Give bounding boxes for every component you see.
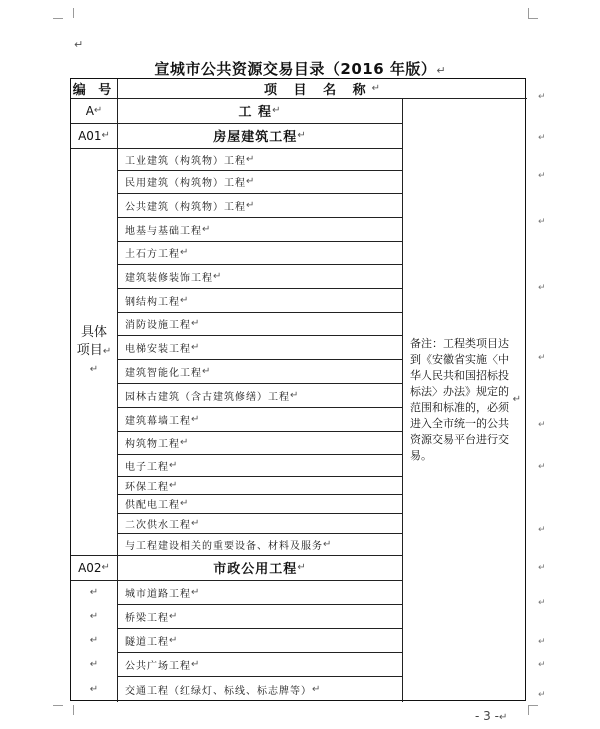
list-item-text: 消防设施工程 xyxy=(125,320,191,331)
list-item-text: 隧道工程 xyxy=(125,636,169,648)
paragraph-mark: ↵ xyxy=(538,462,546,472)
paragraph-mark: ↵ xyxy=(169,459,178,471)
list-item xyxy=(117,359,402,383)
paragraph-mark: ↵ xyxy=(89,364,99,375)
paragraph-mark: ↵ xyxy=(93,105,103,116)
paragraph-mark: ↵ xyxy=(538,133,546,143)
list-item xyxy=(117,431,402,454)
list-item xyxy=(117,676,402,702)
paragraph-mark: ↵ xyxy=(297,130,306,141)
paragraph-mark: ↵ xyxy=(74,38,84,51)
paragraph-mark: ↵ xyxy=(169,610,178,622)
list-item-text: 供配电工程 xyxy=(125,500,180,511)
paragraph-mark: ↵ xyxy=(191,413,200,425)
paragraph-mark: ↵ xyxy=(498,712,508,723)
paragraph-mark: ↵ xyxy=(89,634,99,646)
list-item xyxy=(117,513,402,533)
list-item xyxy=(117,217,402,241)
paragraph-mark: ↵ xyxy=(89,586,99,598)
list-item xyxy=(117,241,402,264)
empty-cell-mark xyxy=(71,628,117,652)
list-item xyxy=(117,476,402,494)
list-item-text: 电梯安装工程 xyxy=(125,343,191,355)
paragraph-mark: ↵ xyxy=(89,683,99,695)
list-item-text: 公共广场工程 xyxy=(125,660,191,672)
paragraph-mark: ↵ xyxy=(538,563,546,573)
paragraph-mark: ↵ xyxy=(538,283,546,293)
crop-mark xyxy=(53,18,63,19)
paragraph-mark: ↵ xyxy=(538,217,546,227)
document-title xyxy=(70,58,530,78)
paragraph-mark: ↵ xyxy=(538,598,546,608)
header-name xyxy=(117,79,527,98)
paragraph-mark: ↵ xyxy=(538,171,546,181)
paragraph-mark: ↵ xyxy=(202,223,211,235)
list-item-text: 构筑物工程 xyxy=(125,439,180,450)
crop-mark xyxy=(528,8,539,18)
group-label-text: 项目 xyxy=(76,343,103,358)
group-label-line xyxy=(77,342,111,361)
list-item xyxy=(117,264,402,288)
paragraph-mark: ↵ xyxy=(538,525,546,535)
paragraph-mark: ↵ xyxy=(169,479,178,491)
remark-note-text: 备注：工程类项目达到《安徽省实施〈中华人民共和国招标投标法〉办法》规定的范围和标准的，必须进入全市统一的公共资源交易平台进行交易。 xyxy=(410,337,509,462)
paragraph-mark: ↵ xyxy=(202,365,211,377)
paragraph-mark: ↵ xyxy=(538,637,546,647)
paragraph-mark: ↵ xyxy=(538,420,546,430)
paragraph-mark: ↵ xyxy=(102,346,112,357)
list-item-text: 土石方工程 xyxy=(125,249,180,260)
empty-cell-mark xyxy=(71,676,117,702)
header-code xyxy=(71,79,117,98)
empty-cell-mark xyxy=(71,652,117,676)
list-item xyxy=(117,604,402,628)
header-name-text: 项 目 名 称 xyxy=(264,83,372,98)
list-item xyxy=(117,533,402,555)
paragraph-mark: ↵ xyxy=(538,690,546,700)
paragraph-mark: ↵ xyxy=(191,658,200,670)
list-item-text: 电子工程 xyxy=(125,461,169,473)
page-number-text: - 3 - xyxy=(475,709,499,723)
paragraph-mark: ↵ xyxy=(538,660,546,670)
paragraph-mark: ↵ xyxy=(191,318,200,329)
paragraph-mark: ↵ xyxy=(191,341,200,353)
list-item-text: 城市道路工程 xyxy=(125,588,191,600)
list-item xyxy=(117,148,402,170)
list-item-text: 钢结构工程 xyxy=(125,296,180,308)
list-item-text: 环保工程 xyxy=(125,481,169,493)
section-code xyxy=(71,555,117,580)
paragraph-mark: ↵ xyxy=(538,353,546,363)
list-item-text: 工业建筑（构筑物）工程 xyxy=(125,155,246,167)
paragraph-mark: ↵ xyxy=(180,498,189,509)
empty-cell-mark xyxy=(71,604,117,628)
list-item-text: 建筑智能化工程 xyxy=(125,367,202,379)
section-name xyxy=(117,98,402,123)
list-item-text: 建筑装修装饰工程 xyxy=(125,272,213,284)
page-number xyxy=(475,709,507,723)
group-label xyxy=(71,148,117,555)
paragraph-mark: ↵ xyxy=(297,562,306,573)
paragraph-mark: ↵ xyxy=(180,247,189,258)
crop-mark xyxy=(53,705,63,706)
list-item xyxy=(117,652,402,676)
catalog-table xyxy=(70,78,526,701)
list-item-text: 园林古建筑（含古建筑修缮）工程 xyxy=(125,391,290,403)
paragraph-mark: ↵ xyxy=(538,92,546,102)
remark-note xyxy=(402,98,527,702)
list-item xyxy=(117,288,402,312)
paragraph-mark: ↵ xyxy=(246,176,255,187)
list-item xyxy=(117,494,402,513)
list-item-text: 公共建筑（构筑物）工程 xyxy=(125,201,246,213)
list-item-text: 交通工程（红绿灯、标线、标志牌等） xyxy=(125,685,312,697)
paragraph-mark: ↵ xyxy=(169,634,178,646)
paragraph-mark: ↵ xyxy=(246,199,255,211)
paragraph-mark: ↵ xyxy=(180,437,189,448)
list-item-text: 与工程建设相关的重要设备、材料及服务 xyxy=(125,540,323,552)
group-label-line: 具体 xyxy=(80,325,107,340)
section-code-text: A02 xyxy=(78,560,102,575)
list-item-text: 二次供水工程 xyxy=(125,519,191,531)
list-item xyxy=(117,407,402,431)
list-item xyxy=(117,383,402,407)
section-code xyxy=(71,98,117,123)
paragraph-mark: ↵ xyxy=(89,610,99,622)
paragraph-mark: ↵ xyxy=(290,389,299,401)
crop-mark xyxy=(63,8,74,18)
paragraph-mark: ↵ xyxy=(89,658,99,670)
section-code xyxy=(71,123,117,148)
section-name-text: 工 程 xyxy=(238,105,273,120)
list-item-text: 民用建筑（构筑物）工程 xyxy=(125,178,246,189)
crop-mark xyxy=(528,18,538,19)
paragraph-mark: ↵ xyxy=(512,394,521,405)
section-name-text: 市政公用工程 xyxy=(213,562,298,577)
section-name xyxy=(117,123,402,148)
paragraph-mark: ↵ xyxy=(323,538,332,550)
paragraph-mark: ↵ xyxy=(101,562,110,573)
list-item xyxy=(117,628,402,652)
paragraph-mark: ↵ xyxy=(312,683,321,695)
header-code-text: 编 号 xyxy=(72,83,116,98)
paragraph-mark: ↵ xyxy=(101,130,110,141)
list-item xyxy=(117,335,402,359)
paragraph-mark: ↵ xyxy=(371,83,380,94)
crop-mark xyxy=(63,705,74,715)
paragraph-mark: ↵ xyxy=(436,64,446,77)
list-item-text: 桥梁工程 xyxy=(125,612,169,624)
paragraph-mark: ↵ xyxy=(191,586,200,598)
list-item xyxy=(117,193,402,217)
list-item xyxy=(117,312,402,335)
paragraph-mark: ↵ xyxy=(213,270,222,282)
paragraph-mark: ↵ xyxy=(191,517,200,529)
crop-mark xyxy=(528,705,539,715)
list-item xyxy=(117,454,402,476)
list-item xyxy=(117,580,402,604)
section-name-text: 房屋建筑工程 xyxy=(213,130,298,145)
empty-cell-mark xyxy=(71,580,117,604)
crop-mark xyxy=(528,705,538,706)
title-text: 宣城市公共资源交易目录（2016 年版） xyxy=(154,60,437,78)
list-item-text: 地基与基础工程 xyxy=(125,225,202,237)
paragraph-mark: ↵ xyxy=(246,153,255,165)
paragraph-mark: ↵ xyxy=(272,105,281,116)
section-code-text: A xyxy=(85,103,94,118)
list-item xyxy=(117,170,402,193)
section-name xyxy=(117,555,402,580)
paragraph-mark: ↵ xyxy=(180,294,189,306)
list-item-text: 建筑幕墙工程 xyxy=(125,415,191,427)
section-code-text: A01 xyxy=(78,128,102,143)
